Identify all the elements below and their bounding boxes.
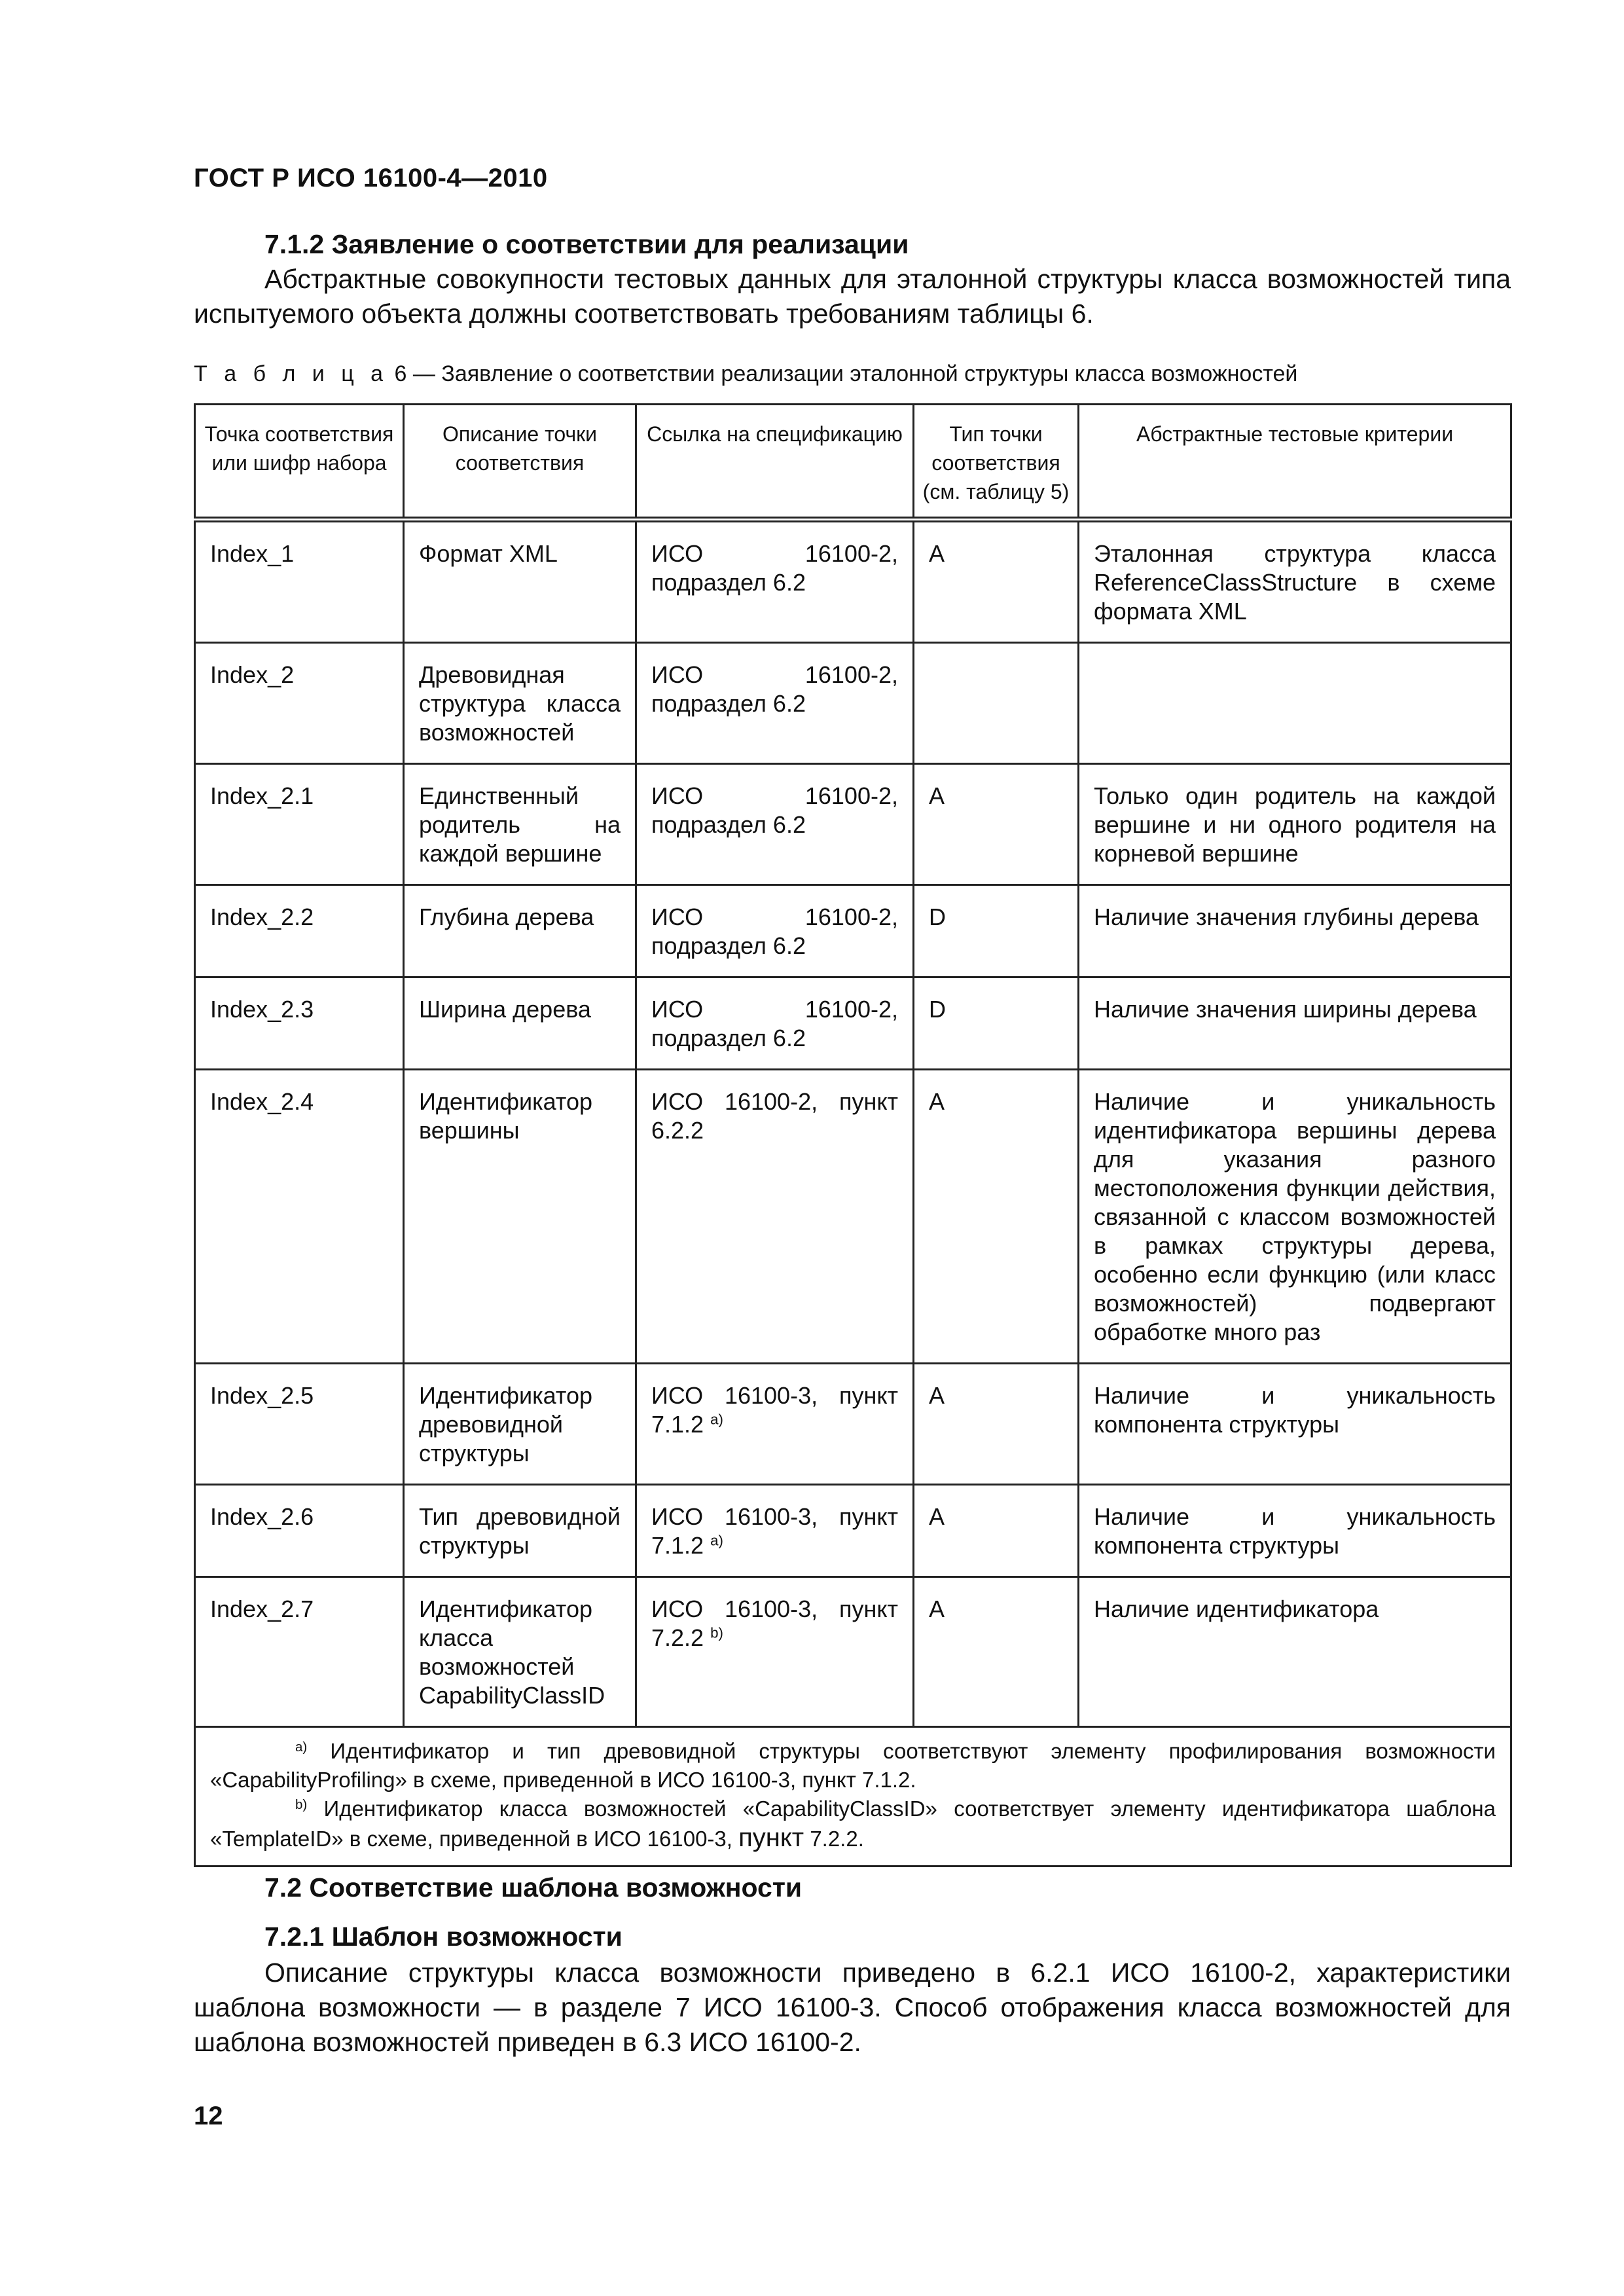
cell-criteria: Наличие значения глубины дерева — [1079, 885, 1511, 977]
table-row — [195, 1577, 1511, 1727]
footnote-ref-mark: a) — [710, 1411, 723, 1428]
table-row — [195, 1364, 1511, 1485]
cell-description: Глубина дерева — [404, 885, 636, 977]
cell-reference — [636, 1577, 914, 1727]
footnote-a — [210, 1737, 1496, 1795]
reference-text: ИСО 16100-2, подраздел 6.2 — [651, 540, 898, 596]
cell-type: A — [914, 1070, 1079, 1364]
footnote-ref-mark: b) — [710, 1624, 723, 1641]
reference-text: ИСО 16100-2, подраздел 6.2 — [651, 903, 898, 959]
cell-criteria — [1079, 643, 1511, 764]
section-heading-7-2: 7.2 Соответствие шаблона возможности — [264, 1872, 803, 1903]
table-row — [195, 1485, 1511, 1577]
reference-text: ИСО 16100-2, подраздел 6.2 — [651, 661, 898, 717]
cell-criteria: Наличие и уникальность идентификатора вершины дерева для указания разного местоположения функции действия, связанной с классом возможностей в рамках структуры дерева, особенно если функцию (или класс возможностей) подвергают обработке много раз — [1079, 1070, 1511, 1364]
cell-reference — [636, 885, 914, 977]
cell-description: Идентификатор древовидной структуры — [404, 1364, 636, 1485]
cell-code: Index_1 — [195, 520, 404, 643]
table-caption-text: 6 — Заявление о соответствии реализации эталонной структуры класса возможностей — [394, 361, 1298, 386]
cell-description: Ширина дерева — [404, 977, 636, 1070]
cell-code: Index_2.3 — [195, 977, 404, 1070]
header-conformance-point: Точка соответствия или шифр набора — [195, 405, 404, 520]
cell-description: Древовидная структура класса возможностей — [404, 643, 636, 764]
cell-description: Тип древовидной структуры — [404, 1485, 636, 1577]
footnote-ref-mark: a) — [710, 1532, 723, 1549]
table-row — [195, 764, 1511, 885]
reference-text: ИСО 16100-2, подраздел 6.2 — [651, 996, 898, 1051]
table-caption — [194, 361, 1297, 387]
reference-text: ИСО 16100-2, пункт 6.2.2 — [651, 1088, 898, 1144]
header-reference: Ссылка на спецификацию — [636, 405, 914, 520]
document-header-code: ГОСТ Р ИСО 16100-4—2010 — [194, 164, 548, 192]
cell-criteria: Только один родитель на каждой вершине и ни одного родителя на корневой вершине — [1079, 764, 1511, 885]
cell-description: Идентификатор класса возможностей CapabilityClassID — [404, 1577, 636, 1727]
reference-text: ИСО 16100-2, подраздел 6.2 — [651, 782, 898, 838]
footnote-b-text-big: пункт — [738, 1823, 804, 1852]
cell-reference — [636, 1364, 914, 1485]
cell-type: A — [914, 1577, 1079, 1727]
table-caption-prefix: Т а б л и ц а — [194, 361, 389, 386]
table-footnotes-row — [195, 1727, 1511, 1867]
header-criteria: Абстрактные тестовые критерии — [1079, 405, 1511, 520]
conformance-table — [194, 403, 1512, 1867]
cell-criteria: Эталонная структура класса ReferenceClassStructure в схеме формата XML — [1079, 520, 1511, 643]
table-header-row — [195, 405, 1511, 520]
cell-type — [914, 643, 1079, 764]
cell-code: Index_2.5 — [195, 1364, 404, 1485]
cell-criteria: Наличие и уникальность компонента структуры — [1079, 1485, 1511, 1577]
table-row — [195, 885, 1511, 977]
cell-type: A — [914, 1485, 1079, 1577]
cell-reference — [636, 520, 914, 643]
table-footnotes — [195, 1727, 1511, 1867]
footnote-a-mark: a) — [295, 1739, 308, 1755]
cell-code: Index_2.1 — [195, 764, 404, 885]
cell-description: Формат XML — [404, 520, 636, 643]
section-heading-7-1-2: 7.1.2 Заявление о соответствии для реализации — [264, 229, 909, 259]
table-row — [195, 520, 1511, 643]
cell-type: A — [914, 1364, 1079, 1485]
cell-criteria: Наличие и уникальность компонента структуры — [1079, 1364, 1511, 1485]
footnote-b-mark: b) — [295, 1796, 308, 1812]
cell-description: Единственный родитель на каждой вершине — [404, 764, 636, 885]
cell-criteria: Наличие идентификатора — [1079, 1577, 1511, 1727]
header-type: Тип точки соответствия (см. таблицу 5) — [914, 405, 1079, 520]
footnote-b-text-end: 7.2.2. — [810, 1827, 864, 1851]
footnote-a-text: Идентификатор и тип древовидной структуры соответствуют элементу профилирования возможности «CapabilityProfiling» в схеме, приведенной в ИСО 16100-3, пункт 7.1.2. — [210, 1739, 1496, 1792]
cell-type: A — [914, 520, 1079, 643]
reference-text: ИСО 16100-3, пункт 7.2.2 — [651, 1595, 898, 1651]
cell-reference — [636, 1485, 914, 1577]
section-7-1-2-text: Абстрактные совокупности тестовых данных для эталонной структуры класса возможностей типа испытуемого объекта должны соответствовать требованиям таблицы 6. — [194, 264, 1511, 329]
cell-description: Идентификатор вершины — [404, 1070, 636, 1364]
table-row — [195, 1070, 1511, 1364]
cell-reference — [636, 764, 914, 885]
cell-code: Index_2.2 — [195, 885, 404, 977]
table-row — [195, 977, 1511, 1070]
table-row — [195, 643, 1511, 764]
section-7-2-1-text: Описание структуры класса возможности приведено в 6.2.1 ИСО 16100-2, характеристики шаблона возможности — в разделе 7 ИСО 16100-3. Способ отображения класса возможностей для шаблона возможностей приведен в 6.3 ИСО 16100-2. — [194, 1958, 1511, 2057]
cell-code: Index_2 — [195, 643, 404, 764]
cell-code: Index_2.4 — [195, 1070, 404, 1364]
cell-code: Index_2.7 — [195, 1577, 404, 1727]
section-7-2-1-paragraph — [194, 1956, 1511, 2060]
cell-code: Index_2.6 — [195, 1485, 404, 1577]
cell-reference — [636, 643, 914, 764]
cell-type: D — [914, 885, 1079, 977]
cell-type: D — [914, 977, 1079, 1070]
section-7-1-2-paragraph — [194, 262, 1511, 331]
footnote-b-text: Идентификатор класса возможностей «CapabilityClassID» соответствует элементу идентификатора шаблона «TemplateID» в схеме, приведенной в ИСО 16100-3, — [210, 1796, 1496, 1851]
reference-text: ИСО 16100-3, пункт 7.1.2 — [651, 1382, 898, 1438]
header-description: Описание точки соответствия — [404, 405, 636, 520]
cell-type: A — [914, 764, 1079, 885]
page-number: 12 — [194, 2102, 223, 2130]
reference-text: ИСО 16100-3, пункт 7.1.2 — [651, 1503, 898, 1559]
cell-reference — [636, 1070, 914, 1364]
section-heading-7-2-1: 7.2.1 Шаблон возможности — [264, 1922, 623, 1952]
cell-criteria: Наличие значения ширины дерева — [1079, 977, 1511, 1070]
cell-reference — [636, 977, 914, 1070]
footnote-b — [210, 1795, 1496, 1853]
